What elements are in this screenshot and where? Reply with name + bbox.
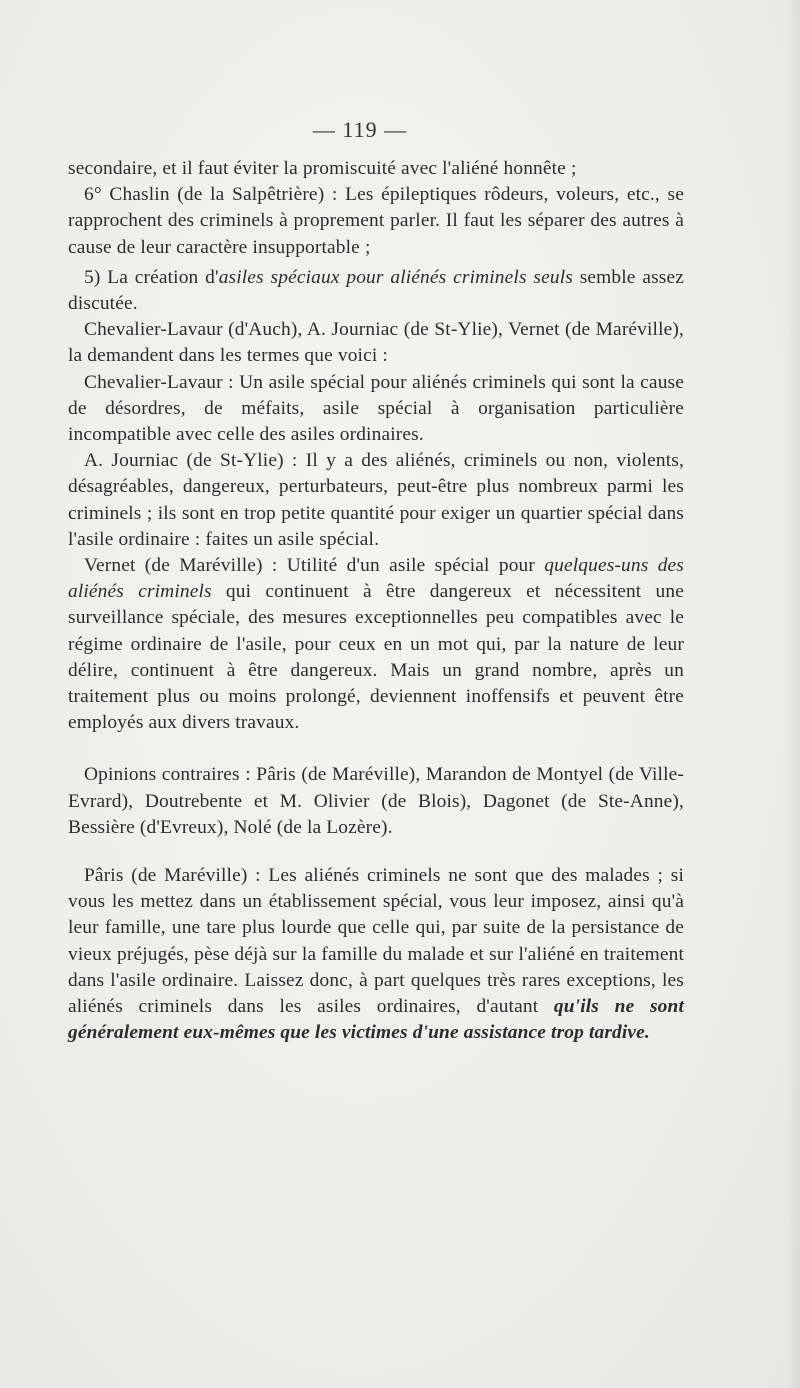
paragraph-paris-start: Pâris (de Maréville) : Les aliénés criminels ne sont que des malades ; si vous les mettez dans un établissement spécial, vous leur imposez, ainsi qu'à leur famille, une tare plus lourde que celle qui, par suite de la persistance de vieux préjugés, pèse déjà sur la famille du malade et sur l'aliéné en traitement dans l'asile ordinaire. Laissez donc, à part quelques très rares exceptions, les aliénés criminels dans les asiles ordinaires, d'autant (68, 865, 684, 1018)
paragraph-special-asylums-end: semble assez discutée. (68, 266, 684, 315)
body-text (68, 156, 684, 1047)
paragraph-chevalier-lavaur: Chevalier-Lavaur : Un asile spécial pour aliénés criminels qui sont la cause de désordres, de méfaits, asile spécial à organisation particulière incompatible avec celle des asiles ordinaires. (68, 371, 684, 446)
page-edge-shadow (786, 0, 800, 1388)
paragraph-special-asylums-italic: asiles spéciaux pour aliénés criminels seuls (218, 266, 573, 288)
paragraph-chaslin: 6° Chaslin (de la Salpêtrière) : Les épileptiques rôdeurs, voleurs, etc., se rapprochent des criminels à proprement parler. Il faut les séparer des autres à cause de leur caractère insupportable ; (68, 184, 684, 258)
paragraph-proponents: Chevalier-Lavaur (d'Auch), A. Journiac (de St-Ylie), Vernet (de Maréville), la demandent dans les termes que voici : (68, 319, 684, 367)
paragraph-vernet-italic: quelques-uns des aliénés criminels (68, 555, 685, 603)
page-number: — 119 — (312, 117, 408, 142)
paragraph-opinions-contraires: Opinions contraires : Pâris (de Maréville), Marandon de Montyel (de Ville-Evrard), Doutrebente et M. Olivier (de Blois), Dagonet (de Ste-Anne), Bessière (d'Evreux), Nolé (de la Lozère). (68, 764, 684, 838)
paragraph-paris-italic: qu'ils ne sont généralement eux-mêmes que les victimes d'une assistance trop tardive. (68, 996, 684, 1044)
paragraph-paris (68, 863, 684, 1046)
paragraph-special-asylums-start: 5) La création d' (84, 266, 219, 288)
paragraph-vernet (68, 553, 684, 736)
paragraph-1: secondaire, et il faut éviter la promiscuité avec l'aliéné honnête ; (68, 158, 577, 179)
paragraph-journiac: A. Journiac (de St-Ylie) : Il y a des aliénés, criminels ou non, violents, désagréables, dangereux, perturbateurs, peut-être plus nombreux parmi les criminels ; ils sont en trop petite quantité pour exiger un quartier spécial dans l'asile ordinaire : faites un asile spécial. (68, 450, 684, 550)
paragraph-vernet-start: Vernet (de Maréville) : Utilité d'un asile spécial pour (84, 555, 545, 577)
paragraph-special-asylums (68, 265, 684, 317)
paragraph-vernet-end: qui continuent à être dangereux et nécessitent une surveillance spéciale, des mesures exceptionnelles peu compatibles avec le régime ordinaire de l'asile, pour ceux en un mot qui, par la nature de leur délire, continuent à être dangereux. Mais un grand nombre, après un traitement plus ou moins prolongé, deviennent inoffensifs et peuvent être employés aux divers travaux. (68, 581, 684, 734)
